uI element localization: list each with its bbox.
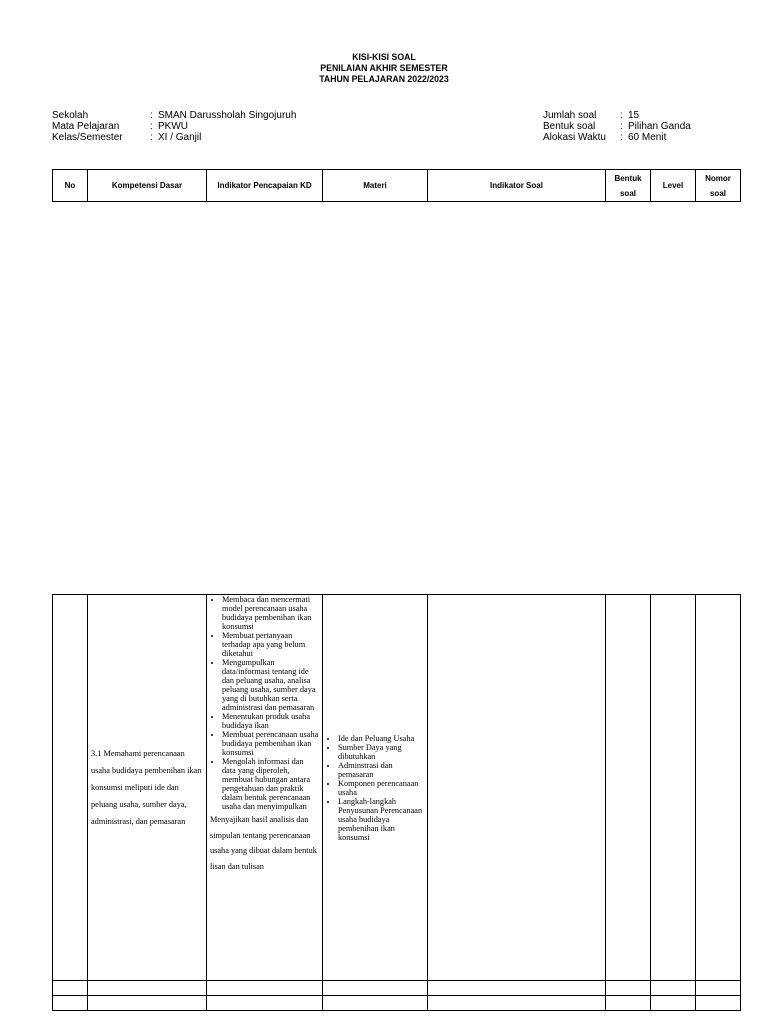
cell-empty <box>323 996 428 1011</box>
cell-nomor-soal <box>696 595 741 981</box>
cell-indikator-soal <box>428 595 606 981</box>
info-value: SMAN Darussholah Singojuruh <box>158 110 297 121</box>
list-item: • Mengumpulkan data/informasi tentang ide dan peluang usaha, analisa peluang usaha, sumber daya yang di butuhkan serta administrasi dan pemasaran <box>222 658 319 712</box>
cell-bentuk-soal <box>606 595 651 981</box>
cell-empty <box>207 996 323 1011</box>
title-line-1: KISI-KISI SOAL <box>352 52 416 63</box>
title-line-2: PENILAIAN AKHIR SEMESTER <box>320 63 448 74</box>
table-row <box>53 981 741 996</box>
info-value: 15 <box>628 110 640 121</box>
indikator-kd-list <box>210 595 319 811</box>
cell-level <box>651 595 696 981</box>
cell-empty <box>53 981 88 996</box>
header-indikator-soal: Indikator Soal <box>428 170 606 202</box>
cell-empty <box>606 981 651 996</box>
info-separator: : <box>620 132 623 143</box>
list-item: • Membuat perencanaan usaha budidaya pembenihan ikan konsumsi <box>222 730 319 757</box>
list-item: • Mengolah informasi dan data yang diperoleh, membuat hubungan antara pengetahuan dan praktik dalam bentuk perencanaan usaha dan menyimpulkan <box>222 757 319 811</box>
title-line-3: TAHUN PELAJARAN 2022/2023 <box>319 74 449 85</box>
list-item: • Membaca dan mencermati model perencanaan usaha budidaya pembenihan ikan konsumsi <box>222 595 319 631</box>
info-label: Mata Pelajaran <box>52 121 120 132</box>
header-nomor-line-2: soal <box>709 188 726 198</box>
info-row-mata-pelajaran <box>52 121 296 132</box>
list-item: • Komponen perencanaan usaha <box>338 779 424 797</box>
cell-empty <box>323 981 428 996</box>
cell-empty <box>53 996 88 1011</box>
header-table <box>52 169 741 202</box>
info-row-sekolah <box>52 110 296 121</box>
header-bentuk-soal <box>606 170 651 202</box>
info-separator: : <box>150 110 153 121</box>
info-separator: : <box>150 132 153 143</box>
list-item: • Langkah-langkah Penyusunan Perencanaan usaha budidaya pembenihan ikan konsumsi <box>338 797 424 842</box>
list-item: • Ide dan Peluang Usaha <box>338 734 424 743</box>
header-indikator-kd: Indikator Pencapaian KD <box>207 170 323 202</box>
info-row-kelas-semester <box>52 132 296 143</box>
cell-empty <box>428 981 606 996</box>
header-nomor-line-1: Nomor <box>705 173 731 183</box>
cell-empty <box>651 996 696 1011</box>
school-info <box>52 110 296 143</box>
header-nomor-soal <box>696 170 741 202</box>
info-row-alokasi-waktu <box>543 132 691 143</box>
header-materi: Materi <box>323 170 428 202</box>
info-separator: : <box>150 121 153 132</box>
list-item: • Membuat pertanyaan terhadap apa yang belum diketahui <box>222 631 319 658</box>
info-value: 60 Menit <box>628 132 667 143</box>
cell-empty <box>651 981 696 996</box>
info-value: PKWU <box>158 121 188 132</box>
info-label: Jumlah soal <box>543 110 597 121</box>
header-no: No <box>53 170 88 202</box>
info-label: Kelas/Semester <box>52 132 123 143</box>
header-bentuk-line-1: Bentuk <box>614 173 642 183</box>
info-value: XI / Ganjil <box>158 132 202 143</box>
table-row <box>53 996 741 1011</box>
info-separator: : <box>620 110 623 121</box>
materi-list <box>326 734 424 842</box>
cell-materi <box>323 595 428 981</box>
info-label: Bentuk soal <box>543 121 596 132</box>
info-row-bentuk-soal <box>543 121 691 132</box>
list-item: • Adminstrasi dan pemasaran <box>338 761 424 779</box>
cell-empty <box>696 996 741 1011</box>
cell-empty <box>207 981 323 996</box>
header-level: Level <box>651 170 696 202</box>
cell-empty <box>606 996 651 1011</box>
info-label: Alokasi Waktu <box>543 132 606 143</box>
info-separator: : <box>620 121 623 132</box>
list-item: • Sumber Daya yang dibutuhkan <box>338 743 424 761</box>
cell-kompetensi-dasar: 3.1 Memahami perencanaan usaha budidaya pembenihan ikan konsumsi meliputi ide dan peluang usaha, sumber daya, administrasi, dan pemasaran <box>88 595 207 981</box>
exam-info <box>543 110 691 143</box>
cell-empty <box>88 981 207 996</box>
cell-indikator-kd <box>207 595 323 981</box>
cell-no <box>53 595 88 981</box>
cell-empty <box>428 996 606 1011</box>
info-row-jumlah-soal <box>543 110 691 121</box>
indikator-kd-tail: Menyajikan hasil analisis dan simpulan tentang perencanaan usaha yang dibuat dalam bentuk lisan dan tulisan <box>210 815 317 871</box>
document-title <box>31 52 738 85</box>
table-row <box>53 595 741 981</box>
header-kompetensi-dasar: Kompetensi Dasar <box>88 170 207 202</box>
header-bentuk-line-2: soal <box>619 188 636 198</box>
cell-empty <box>696 981 741 996</box>
info-label: Sekolah <box>52 110 89 121</box>
cell-empty <box>88 996 207 1011</box>
content-table <box>52 594 741 1011</box>
info-value: Pilihan Ganda <box>628 121 691 132</box>
list-item: • Menentukan produk usaha budidaya ikan <box>222 712 319 730</box>
header-row <box>53 170 741 202</box>
